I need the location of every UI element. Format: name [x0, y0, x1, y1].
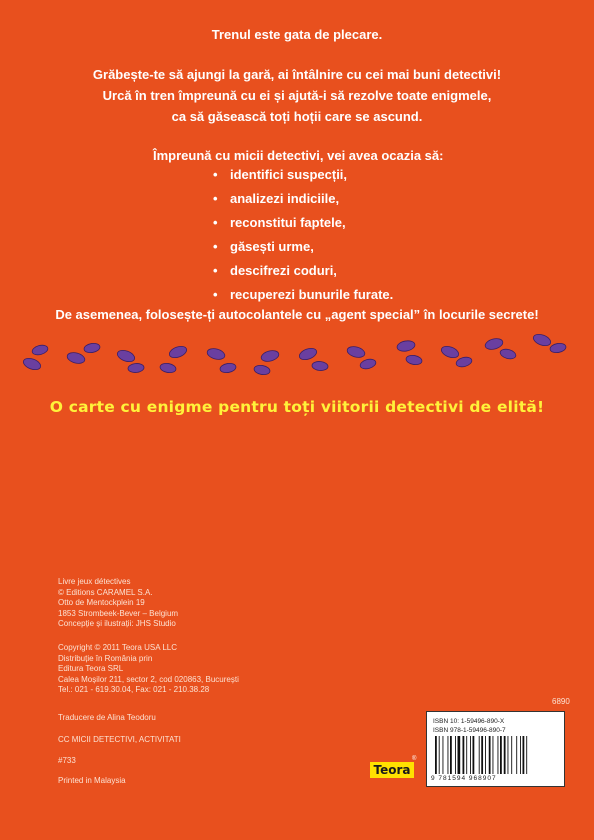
catalog-number: #733 [58, 756, 76, 765]
registered-mark: ® [412, 756, 417, 762]
bullet-icon: • [213, 239, 218, 254]
sticker-note: De asemenea, folosește-ți autocolantele cu „agent special” în locurile secrete! [55, 307, 539, 322]
slogan: O carte cu enigme pentru toți viitorii detectivi de elită! [49, 398, 545, 416]
footprint-icon [22, 344, 49, 372]
isbn-13: ISBN 978-1-59496-890-7 [433, 727, 506, 734]
activity-list [213, 163, 393, 307]
intro-line: Urcă în tren împreună cu ei și ajută-i să rezolve toate enigmele, [102, 88, 492, 103]
intro-line: Grăbește-te să ajungi la gară, ai întâlnire cu cei mai buni detectivi! [92, 67, 502, 82]
list-item [213, 259, 393, 283]
bullet-icon: • [213, 191, 218, 206]
barcode-digits: 9 781594 968907 [431, 775, 497, 782]
footprint-icon [66, 342, 101, 365]
footprint-icon [396, 340, 422, 366]
credit-line: Tel.: 021 - 619.30.04, Fax: 021 - 210.38.28 [58, 685, 210, 694]
credit-line: 1853 Strombeek-Bever – Belgium [58, 608, 179, 618]
credit-line: Concepție și ilustrații: JHS Studio [58, 619, 176, 628]
product-code: 6890 [552, 697, 570, 706]
footprint-icon [440, 344, 473, 368]
footprints-trail [18, 330, 578, 390]
list-item-text: recuperezi bunurile furate. [230, 287, 394, 302]
footprint-icon [159, 344, 188, 374]
credits-original [58, 577, 178, 630]
intro-title: Trenul este gata de plecare. [211, 27, 383, 42]
intro-line: ca să găsească toți hoții care se ascund. [171, 109, 423, 124]
credit-line: © Editions CARAMEL S.A. [58, 587, 153, 597]
translator-credit: Traducere de Alina Teodoru [58, 713, 156, 722]
isbn-10: ISBN 10: 1-59496-890-X [433, 718, 505, 725]
credit-line: Copyright © 2011 Teora USA LLC [58, 643, 177, 652]
list-item [213, 235, 393, 259]
series-label: CC MICII DETECTIVI, ACTIVITATI [58, 735, 181, 744]
footprint-icon [253, 349, 280, 376]
footprint-icon [346, 345, 377, 371]
credit-line: Livre jeux détectives [58, 577, 131, 586]
bullet-icon: • [213, 167, 218, 182]
list-lead: Împreună cu micii detectivi, vei avea ocazia să: [153, 148, 444, 163]
credit-line: Calea Moșilor 211, sector 2, cod 020863, București [58, 674, 239, 684]
footprint-icon [532, 332, 567, 354]
barcode-panel [426, 711, 565, 787]
list-item [213, 187, 393, 211]
bullet-icon: • [213, 215, 218, 230]
credits-publisher [58, 643, 239, 696]
list-item [213, 163, 393, 187]
list-item-text: descifrezi coduri, [230, 263, 337, 278]
list-item-text: reconstitui faptele, [230, 215, 346, 230]
footprint-icon [298, 346, 329, 371]
list-item-text: identifici suspecții, [230, 167, 348, 182]
list-item-text: găsești urme, [230, 239, 314, 254]
list-item [213, 211, 393, 235]
printed-note: Printed in Malaysia [58, 776, 126, 785]
list-item-text: analizezi indiciile, [230, 191, 340, 206]
footprint-icon [484, 337, 517, 361]
barcode-icon [433, 736, 558, 774]
footprint-icon [116, 348, 145, 373]
teora-logo: Teora [370, 762, 414, 778]
footprint-icon [206, 347, 237, 374]
bullet-icon: • [213, 263, 218, 278]
intro-paragraph [0, 64, 594, 127]
bullet-icon: • [213, 287, 218, 302]
credit-line: Distribuție în România prin [58, 653, 153, 663]
credit-line: Editura Teora SRL [58, 664, 124, 673]
credit-line: Otto de Mentockplein 19 [58, 598, 145, 607]
